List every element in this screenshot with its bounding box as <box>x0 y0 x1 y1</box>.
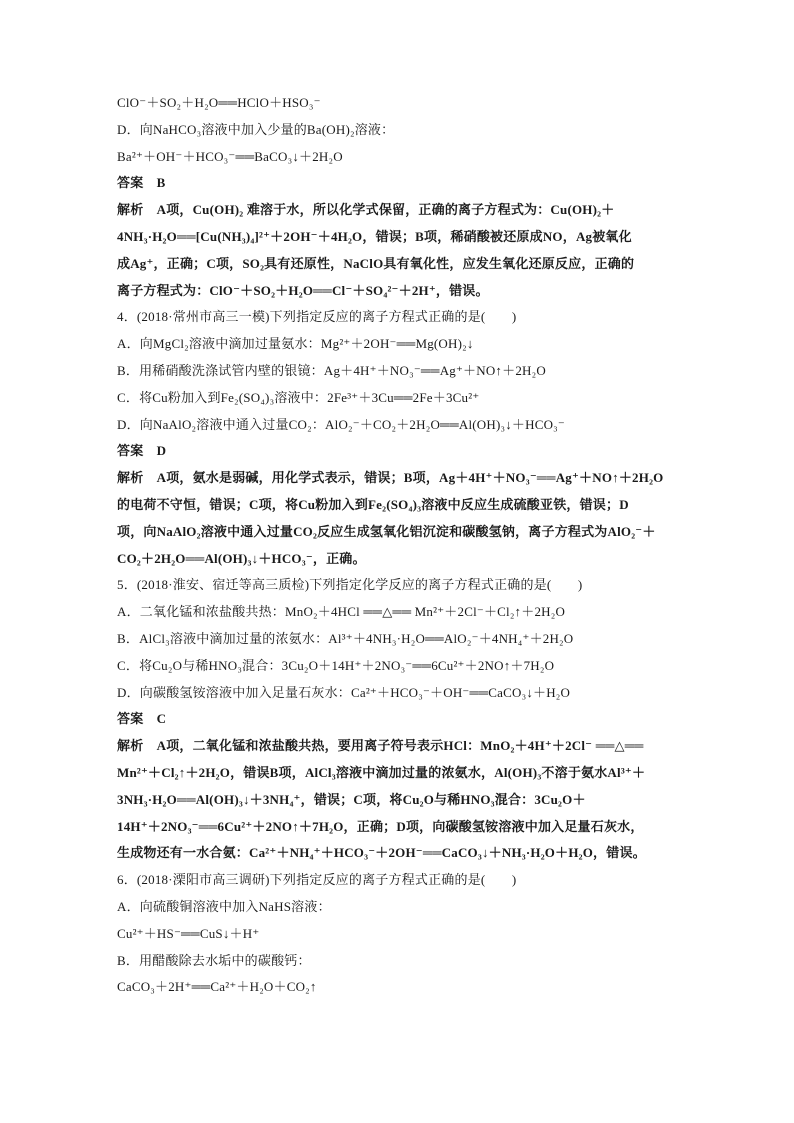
text-line: 的电荷不守恒，错误；C项，将Cu粉加入到Fe₂(SO₄)₃溶液中反应生成硫酸亚铁，错误；D <box>117 496 629 512</box>
text-line: C．将Cu粉加入到Fe₂(SO₄)₃溶液中：2Fe³⁺＋3Cu══2Fe＋3Cu²⁺ <box>117 389 480 405</box>
text-line: CaCO₃＋2H⁺══Ca²⁺＋H₂O＋CO₂↑ <box>117 979 317 995</box>
text-line: 离子方程式为：ClO⁻＋SO₂＋H₂O══Cl⁻＋SO₄²⁻＋2H⁺，错误。 <box>117 282 489 298</box>
text-line: 6．(2018·溧阳市高三调研)下列指定反应的离子方程式正确的是( ) <box>117 872 517 888</box>
text-line: B．用醋酸除去水垢中的碳酸钙： <box>117 952 311 968</box>
text-line: 解析 A项，氨水是弱碱，用化学式表示，错误；B项，Ag＋4H⁺＋NO₃⁻══Ag⁺＋NO↑＋2H₂O <box>117 470 664 486</box>
text-line: Mn²⁺＋Cl₂↑＋2H₂O，错误B项，AlCl₃溶液中滴加过量的浓氨水，Al(OH)₃不溶于氨水Al³⁺＋ <box>117 764 646 780</box>
text-line: A．二氧化锰和浓盐酸共热：MnO₂＋4HCl ══△══ Mn²⁺＋2Cl⁻＋Cl₂↑＋2H₂O <box>117 604 566 620</box>
text-line: 生成物还有一水合氨：Ca²⁺＋NH₄⁺＋HCO₃⁻＋2OH⁻══CaCO₃↓＋NH₃·H₂O＋H₂O，错误。 <box>117 845 646 861</box>
text-line: 成Ag⁺，正确；C项，SO₂具有还原性，NaClO具有氧化性，应发生氧化还原反应，正确的 <box>117 255 635 271</box>
text-line: C．将Cu₂O与稀HNO₃混合：3Cu₂O＋14H⁺＋2NO₃⁻══6Cu²⁺＋2NO↑＋7H₂O <box>117 657 555 673</box>
text-line: A．向硫酸铜溶液中加入NaHS溶液： <box>117 898 331 914</box>
text-line: A．向MgCl₂溶液中滴加过量氨水：Mg²⁺＋2OH⁻══Mg(OH)₂↓ <box>117 336 474 352</box>
text-line: Cu²⁺＋HS⁻══CuS↓＋H⁺ <box>117 925 260 941</box>
text-line: Ba²⁺＋OH⁻＋HCO₃⁻══BaCO₃↓＋2H₂O <box>117 148 343 164</box>
text-line: 答案 B <box>117 175 166 191</box>
text-line: 项，向NaAlO₂溶液中通入过量CO₂反应生成氢氧化铝沉淀和碳酸氢钠，离子方程式为AlO₂⁻＋ <box>117 523 656 539</box>
text-line: 答案 C <box>117 711 167 727</box>
text-line: 14H⁺＋2NO₃⁻══6Cu²⁺＋2NO↑＋7H₂O，正确；D项，向碳酸氢铵溶液中加入足量石灰水， <box>117 818 644 834</box>
page-content <box>117 90 687 1001</box>
text-line: D．向碳酸氢铵溶液中加入足量石灰水：Ca²⁺＋HCO₃⁻＋OH⁻══CaCO₃↓＋H₂O <box>117 684 571 700</box>
text-line: 答案 D <box>117 443 167 459</box>
text-line: 4NH₃·H₂O══[Cu(NH₃)₄]²⁺＋2OH⁻＋4H₂O，错误；B项，稀硝酸被还原成NO，Ag被氧化 <box>117 228 632 244</box>
text-line: 3NH₃·H₂O══Al(OH)₃↓＋3NH₄⁺，错误；C项，将Cu₂O与稀HNO₃混合：3Cu₂O＋ <box>117 791 586 807</box>
text-line: 5．(2018·淮安、宿迁等高三质检)下列指定化学反应的离子方程式正确的是( ) <box>117 577 583 593</box>
text-line: B．用稀硝酸洗涤试管内壁的银镜：Ag＋4H⁺＋NO₃⁻══Ag⁺＋NO↑＋2H₂O <box>117 362 546 378</box>
text-line: D．向NaAlO₂溶液中通入过量CO₂：AlO₂⁻＋CO₂＋2H₂O══Al(OH)₃↓＋HCO₃⁻ <box>117 416 565 432</box>
text-line: 解析 A项，二氧化锰和浓盐酸共热，要用离子符号表示HCl：MnO₂＋4H⁺＋2Cl⁻ ══△══ <box>117 738 644 754</box>
text-line: CO₂＋2H₂O══Al(OH)₃↓＋HCO₃⁻，正确。 <box>117 550 366 566</box>
text-line: B．AlCl₃溶液中滴加过量的浓氨水：Al³⁺＋4NH₃·H₂O══AlO₂⁻＋4NH₄⁺＋2H₂O <box>117 630 574 646</box>
text-line: 解析 A项，Cu(OH)₂ 难溶于水，所以化学式保留，正确的离子方程式为：Cu(OH)₂＋ <box>117 202 615 218</box>
text-line: D．向NaHCO₃溶液中加入少量的Ba(OH)₂溶液： <box>117 121 395 137</box>
text-line: ClO⁻＋SO₂＋H₂O══HClO＋HSO₃⁻ <box>117 95 321 110</box>
text-line: 4．(2018·常州市高三一模)下列指定反应的离子方程式正确的是( ) <box>117 309 517 325</box>
